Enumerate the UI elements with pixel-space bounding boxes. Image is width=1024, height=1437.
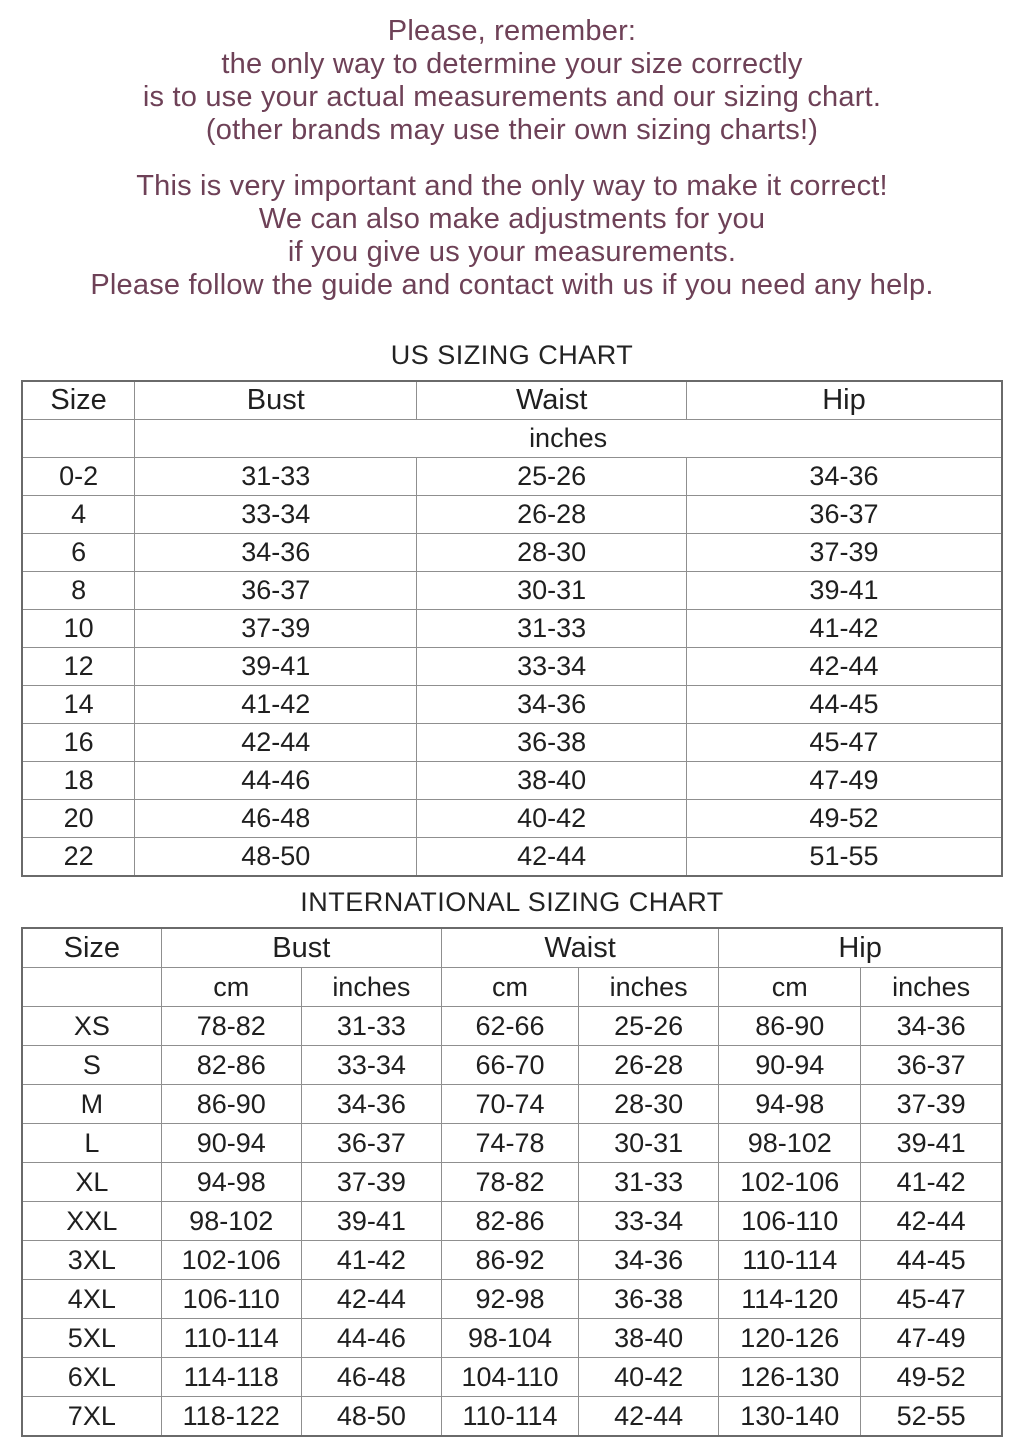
waist-inches-cell: 36-38 <box>579 1280 719 1319</box>
bust-cm-cell: 90-94 <box>161 1124 301 1163</box>
waist-inches-cell: 30-31 <box>579 1124 719 1163</box>
hip-cm-cell: 106-110 <box>719 1202 861 1241</box>
us-chart-title: US SIZING CHART <box>390 340 634 370</box>
hip-cm-cell: 130-140 <box>719 1397 861 1437</box>
waist-cell: 26-28 <box>417 496 687 534</box>
bust-inches-header: inches <box>301 968 441 1007</box>
table-row <box>22 724 1002 762</box>
hip-cell: 34-36 <box>686 458 1002 496</box>
hip-inches-cell: 49-52 <box>861 1358 1002 1397</box>
hip-cell: 51-55 <box>686 838 1002 877</box>
waist-cell: 36-38 <box>417 724 687 762</box>
table-row <box>22 648 1002 686</box>
bust-inches-cell: 48-50 <box>301 1397 441 1437</box>
bust-column-header: Bust <box>161 928 441 968</box>
waist-cell: 28-30 <box>417 534 687 572</box>
intro-line: if you give us your measurements. <box>287 236 737 268</box>
bust-cm-cell: 118-122 <box>161 1397 301 1437</box>
size-cell: 4XL <box>22 1280 161 1319</box>
waist-cm-cell: 104-110 <box>441 1358 578 1397</box>
table-row <box>22 1085 1002 1124</box>
bust-inches-cell: 36-37 <box>301 1124 441 1163</box>
intl-table-body <box>22 1007 1002 1437</box>
hip-inches-header: inches <box>861 968 1002 1007</box>
waist-cm-cell: 98-104 <box>441 1319 578 1358</box>
hip-cm-cell: 94-98 <box>719 1085 861 1124</box>
units-label-cell: inches <box>135 420 1002 458</box>
waist-cm-cell: 78-82 <box>441 1163 578 1202</box>
table-row <box>22 1046 1002 1085</box>
intro-text <box>0 0 1024 302</box>
waist-cell: 38-40 <box>417 762 687 800</box>
table-row <box>22 458 1002 496</box>
size-cell: XL <box>22 1163 161 1202</box>
hip-cell: 47-49 <box>686 762 1002 800</box>
bust-cell: 48-50 <box>135 838 417 877</box>
waist-cell: 34-36 <box>417 686 687 724</box>
hip-column-header: Hip <box>719 928 1002 968</box>
empty-cell <box>22 968 161 1007</box>
intro-line: the only way to determine your size correctly <box>221 48 803 80</box>
table-row <box>22 1397 1002 1437</box>
size-cell: 22 <box>22 838 135 877</box>
waist-cm-header: cm <box>441 968 578 1007</box>
table-row <box>22 1358 1002 1397</box>
table-row <box>22 534 1002 572</box>
waist-cell: 42-44 <box>417 838 687 877</box>
intro-line: Please follow the guide and contact with us if you need any help. <box>90 269 934 301</box>
waist-column-header: Waist <box>417 381 687 420</box>
bust-cm-cell: 78-82 <box>161 1007 301 1046</box>
hip-cm-cell: 114-120 <box>719 1280 861 1319</box>
bust-cell: 31-33 <box>135 458 417 496</box>
waist-cell: 30-31 <box>417 572 687 610</box>
table-row <box>22 762 1002 800</box>
bust-inches-cell: 46-48 <box>301 1358 441 1397</box>
waist-cell: 40-42 <box>417 800 687 838</box>
bust-cm-cell: 110-114 <box>161 1319 301 1358</box>
size-cell: XXL <box>22 1202 161 1241</box>
hip-cell: 45-47 <box>686 724 1002 762</box>
bust-cm-cell: 98-102 <box>161 1202 301 1241</box>
hip-cell: 39-41 <box>686 572 1002 610</box>
table-row <box>22 1241 1002 1280</box>
intro-line: We can also make adjustments for you <box>258 203 766 235</box>
intl-header-row <box>22 928 1002 968</box>
bust-cm-cell: 82-86 <box>161 1046 301 1085</box>
size-cell: M <box>22 1085 161 1124</box>
intl-units-row <box>22 968 1002 1007</box>
bust-inches-cell: 37-39 <box>301 1163 441 1202</box>
table-row <box>22 800 1002 838</box>
waist-cm-cell: 66-70 <box>441 1046 578 1085</box>
hip-cell: 44-45 <box>686 686 1002 724</box>
intro-paragraph-1 <box>0 15 1024 147</box>
intro-line: Please, remember: <box>387 15 637 47</box>
waist-inches-cell: 25-26 <box>579 1007 719 1046</box>
hip-cell: 36-37 <box>686 496 1002 534</box>
size-cell: 16 <box>22 724 135 762</box>
hip-inches-cell: 47-49 <box>861 1319 1002 1358</box>
us-table-body <box>22 458 1002 877</box>
us-units-row <box>22 420 1002 458</box>
size-cell: 3XL <box>22 1241 161 1280</box>
hip-cm-header: cm <box>719 968 861 1007</box>
size-cell: 4 <box>22 496 135 534</box>
hip-cm-cell: 110-114 <box>719 1241 861 1280</box>
table-row <box>22 1124 1002 1163</box>
international-sizing-table <box>21 927 1003 1437</box>
bust-cm-header: cm <box>161 968 301 1007</box>
us-table-head <box>22 381 1002 458</box>
waist-inches-header: inches <box>579 968 719 1007</box>
table-row <box>22 1007 1002 1046</box>
hip-cm-cell: 98-102 <box>719 1124 861 1163</box>
intro-paragraph-2 <box>0 170 1024 302</box>
us-sizing-table <box>21 380 1003 877</box>
size-cell: 12 <box>22 648 135 686</box>
size-cell: 20 <box>22 800 135 838</box>
size-cell: 10 <box>22 610 135 648</box>
bust-inches-cell: 33-34 <box>301 1046 441 1085</box>
size-cell: 5XL <box>22 1319 161 1358</box>
hip-cell: 41-42 <box>686 610 1002 648</box>
hip-inches-cell: 44-45 <box>861 1241 1002 1280</box>
bust-inches-cell: 41-42 <box>301 1241 441 1280</box>
international-chart-title: INTERNATIONAL SIZING CHART <box>300 887 724 917</box>
bust-cm-cell: 106-110 <box>161 1280 301 1319</box>
bust-cm-cell: 114-118 <box>161 1358 301 1397</box>
bust-column-header: Bust <box>135 381 417 420</box>
intro-line: This is very important and the only way to make it correct! <box>136 170 888 202</box>
table-row <box>22 496 1002 534</box>
intro-line: (other brands may use their own sizing charts!) <box>205 114 819 146</box>
waist-cm-cell: 70-74 <box>441 1085 578 1124</box>
hip-inches-cell: 37-39 <box>861 1085 1002 1124</box>
bust-cm-cell: 94-98 <box>161 1163 301 1202</box>
table-row <box>22 1202 1002 1241</box>
hip-cm-cell: 86-90 <box>719 1007 861 1046</box>
hip-column-header: Hip <box>686 381 1002 420</box>
table-row <box>22 838 1002 877</box>
size-cell: S <box>22 1046 161 1085</box>
size-column-header: Size <box>22 381 135 420</box>
size-cell: 7XL <box>22 1397 161 1437</box>
hip-inches-cell: 45-47 <box>861 1280 1002 1319</box>
bust-cell: 39-41 <box>135 648 417 686</box>
bust-cell: 42-44 <box>135 724 417 762</box>
waist-inches-cell: 34-36 <box>579 1241 719 1280</box>
bust-inches-cell: 44-46 <box>301 1319 441 1358</box>
table-row <box>22 1163 1002 1202</box>
empty-cell <box>22 420 135 458</box>
bust-cell: 33-34 <box>135 496 417 534</box>
size-cell: 18 <box>22 762 135 800</box>
waist-inches-cell: 42-44 <box>579 1397 719 1437</box>
bust-cell: 36-37 <box>135 572 417 610</box>
size-cell: 8 <box>22 572 135 610</box>
size-cell: 14 <box>22 686 135 724</box>
waist-cm-cell: 86-92 <box>441 1241 578 1280</box>
hip-cell: 37-39 <box>686 534 1002 572</box>
hip-inches-cell: 39-41 <box>861 1124 1002 1163</box>
bust-cm-cell: 86-90 <box>161 1085 301 1124</box>
size-cell: L <box>22 1124 161 1163</box>
waist-cm-cell: 82-86 <box>441 1202 578 1241</box>
waist-column-header: Waist <box>441 928 718 968</box>
waist-inches-cell: 38-40 <box>579 1319 719 1358</box>
waist-cell: 31-33 <box>417 610 687 648</box>
bust-cell: 34-36 <box>135 534 417 572</box>
bust-cm-cell: 102-106 <box>161 1241 301 1280</box>
bust-cell: 46-48 <box>135 800 417 838</box>
bust-cell: 37-39 <box>135 610 417 648</box>
hip-inches-cell: 52-55 <box>861 1397 1002 1437</box>
table-row <box>22 572 1002 610</box>
hip-inches-cell: 36-37 <box>861 1046 1002 1085</box>
us-header-row <box>22 381 1002 420</box>
hip-inches-cell: 41-42 <box>861 1163 1002 1202</box>
waist-inches-cell: 28-30 <box>579 1085 719 1124</box>
waist-cell: 25-26 <box>417 458 687 496</box>
table-row <box>22 686 1002 724</box>
table-row <box>22 1319 1002 1358</box>
intro-line: is to use your actual measurements and our sizing chart. <box>142 81 882 113</box>
bust-inches-cell: 34-36 <box>301 1085 441 1124</box>
table-row <box>22 610 1002 648</box>
waist-cell: 33-34 <box>417 648 687 686</box>
waist-inches-cell: 31-33 <box>579 1163 719 1202</box>
waist-cm-cell: 62-66 <box>441 1007 578 1046</box>
waist-cm-cell: 92-98 <box>441 1280 578 1319</box>
intl-table-head <box>22 928 1002 1007</box>
bust-cell: 44-46 <box>135 762 417 800</box>
hip-inches-cell: 34-36 <box>861 1007 1002 1046</box>
hip-cm-cell: 102-106 <box>719 1163 861 1202</box>
size-cell: 6XL <box>22 1358 161 1397</box>
hip-cell: 42-44 <box>686 648 1002 686</box>
hip-cell: 49-52 <box>686 800 1002 838</box>
waist-cm-cell: 110-114 <box>441 1397 578 1437</box>
waist-cm-cell: 74-78 <box>441 1124 578 1163</box>
waist-inches-cell: 40-42 <box>579 1358 719 1397</box>
size-column-header: Size <box>22 928 161 968</box>
bust-inches-cell: 39-41 <box>301 1202 441 1241</box>
waist-inches-cell: 26-28 <box>579 1046 719 1085</box>
table-row <box>22 1280 1002 1319</box>
bust-inches-cell: 42-44 <box>301 1280 441 1319</box>
size-cell: XS <box>22 1007 161 1046</box>
bust-cell: 41-42 <box>135 686 417 724</box>
hip-inches-cell: 42-44 <box>861 1202 1002 1241</box>
size-cell: 0-2 <box>22 458 135 496</box>
size-cell: 6 <box>22 534 135 572</box>
waist-inches-cell: 33-34 <box>579 1202 719 1241</box>
hip-cm-cell: 126-130 <box>719 1358 861 1397</box>
hip-cm-cell: 120-126 <box>719 1319 861 1358</box>
hip-cm-cell: 90-94 <box>719 1046 861 1085</box>
bust-inches-cell: 31-33 <box>301 1007 441 1046</box>
